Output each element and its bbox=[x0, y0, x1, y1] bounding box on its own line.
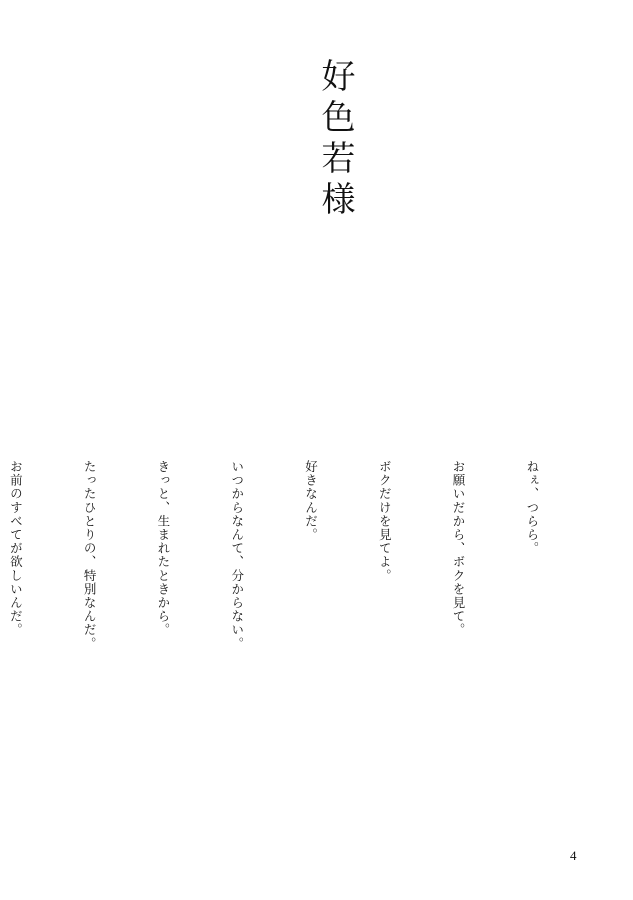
text-line: お願いだから、ボクを見て。 bbox=[451, 460, 467, 637]
page-number: 4 bbox=[570, 848, 577, 863]
text-line: ねぇ、つらら。 bbox=[524, 460, 540, 556]
text-line: ボクだけを見てよ。 bbox=[377, 460, 393, 583]
text-line: きっと、生まれたときから。 bbox=[155, 460, 171, 637]
text-line: たったひとりの、特別なんだ。 bbox=[82, 460, 98, 651]
body-text bbox=[8, 460, 593, 850]
text-line: お前のすべてが欲しいんだ。 bbox=[8, 460, 24, 637]
text-line: 好きなんだ。 bbox=[303, 460, 319, 542]
text-line: いつからなんて、分からない。 bbox=[229, 460, 245, 651]
page-title: 好色若様 bbox=[315, 58, 355, 222]
